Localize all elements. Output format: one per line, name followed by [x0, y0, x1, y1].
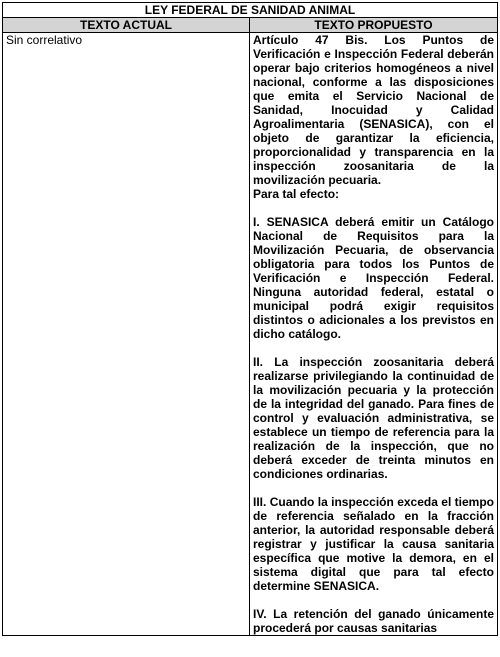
header-texto-actual: TEXTO ACTUAL: [3, 18, 250, 33]
fraccion-iv-paragraph: IV. La retención del ganado únicamente procederá por causas sanitarias: [253, 607, 494, 635]
fraccion-ii-paragraph: II. La inspección zoosanitaria deberá realizarse privilegiando la continuidad de la movilización pecuaria y la protección de la integridad del ganado. Para fines de control y evaluación administrativa, se establece un tiempo de referencia para la realización de la inspección, que no deberá exceder de treinta minutos en condiciones ordinarias.: [253, 355, 494, 481]
document-title: LEY FEDERAL DE SANIDAD ANIMAL: [3, 3, 498, 18]
article-47-bis-paragraph: Artículo 47 Bis. Los Puntos de Verificación e Inspección Federal deberán operar bajo criterios homogéneos a nivel nacional, conforme a las disposiciones que emita el Servicio Nacional de Sanidad, Inocuidad y Calidad Agroalimentaria (SENASICA), con el objeto de garantizar la eficiencia, proporcionalidad y transparencia en la inspección zoosanitaria de la movilización pecuaria.: [253, 33, 494, 187]
fraccion-i-paragraph: I. SENASICA deberá emitir un Catálogo Nacional de Requisitos para la Movilización Pecuaria, de observancia obligatoria para todos los Puntos de Verificación e Inspección Federal. Ninguna autoridad federal, estatal o municipal podrá exigir requisitos distintos o adicionales a los previstos en dicho catálogo.: [253, 215, 494, 341]
title-row: [3, 3, 498, 18]
header-row: [3, 18, 498, 33]
comparison-table: [2, 2, 498, 636]
texto-propuesto-cell: [250, 33, 498, 636]
para-tal-efecto-paragraph: Para tal efecto:: [253, 187, 340, 201]
fraccion-iii-paragraph: III. Cuando la inspección exceda el tiempo de referencia señalado en la fracción anterior, la autoridad responsable deberá registrar y justificar la causa sanitaria específica que motive la demora, en el sistema digital que para tal efecto determine SENASICA.: [253, 495, 494, 593]
header-texto-propuesto: TEXTO PROPUESTO: [250, 18, 498, 33]
content-row: [3, 33, 498, 636]
texto-actual-cell: [3, 33, 250, 636]
texto-actual-text: Sin correlativo: [6, 33, 83, 47]
